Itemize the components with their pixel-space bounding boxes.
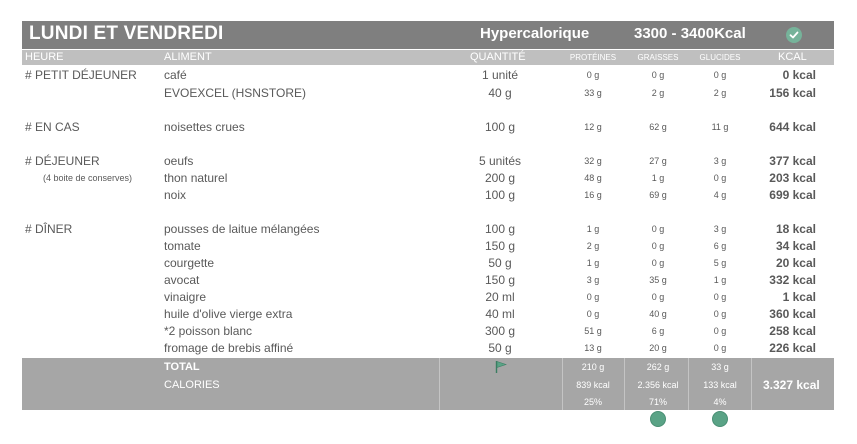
food-fats: 20 g — [649, 343, 667, 353]
food-carbs: 0 g — [713, 70, 727, 80]
food-proteins: 48 g — [584, 173, 602, 183]
food-carbs: 0 g — [713, 343, 727, 353]
food-carbs: 3 g — [713, 224, 727, 234]
column-header-proteines: PROTÉINES — [569, 53, 617, 62]
column-divider — [688, 358, 689, 410]
food-carbs: 2 g — [713, 88, 727, 98]
food-quantity: 150 g — [484, 239, 516, 253]
total-proteins-percent: 25% — [583, 397, 602, 407]
diet-type: Hypercalorique — [480, 25, 590, 42]
food-kcal: 699 kcal — [769, 188, 816, 202]
food-kcal: 0 kcal — [782, 68, 816, 82]
food-kcal: 360 kcal — [769, 307, 816, 321]
total-carbs-kcal: 133 kcal — [703, 380, 737, 390]
food-quantity: 40 g — [488, 86, 512, 100]
food-fats: 0 g — [651, 241, 665, 251]
food-proteins: 51 g — [584, 326, 602, 336]
food-proteins: 0 g — [586, 292, 600, 302]
food-fats: 40 g — [649, 309, 667, 319]
food-carbs: 4 g — [713, 190, 727, 200]
flag-icon — [494, 360, 508, 379]
food-carbs: 6 g — [713, 241, 727, 251]
page-title: LUNDI ET VENDREDI — [29, 23, 224, 44]
food-quantity: 200 g — [484, 171, 516, 185]
totals-panel — [22, 358, 834, 410]
food-fats: 6 g — [651, 326, 665, 336]
food-carbs: 0 g — [713, 173, 727, 183]
calories-label: CALORIES — [164, 379, 220, 391]
food-proteins: 0 g — [586, 309, 600, 319]
column-header-kcal: KCAL — [778, 51, 807, 63]
food-name: *2 poisson blanc — [164, 324, 253, 338]
food-carbs: 1 g — [713, 275, 727, 285]
meal-label-dejeuner: # DÉJEUNER — [25, 154, 100, 168]
total-carbs-percent: 4% — [713, 397, 727, 407]
food-proteins: 33 g — [584, 88, 602, 98]
food-fats: 0 g — [651, 258, 665, 268]
food-proteins: 13 g — [584, 343, 602, 353]
food-carbs: 0 g — [713, 326, 727, 336]
food-carbs: 0 g — [713, 309, 727, 319]
food-kcal: 203 kcal — [769, 171, 816, 185]
food-carbs: 0 g — [713, 292, 727, 302]
food-name: noisettes crues — [164, 120, 245, 134]
food-kcal: 644 kcal — [769, 120, 816, 134]
food-name: thon naturel — [164, 171, 228, 185]
column-header-graisses: GRAISSES — [637, 53, 679, 62]
column-header-aliment: ALIMENT — [164, 51, 212, 63]
food-kcal: 258 kcal — [769, 324, 816, 338]
total-label: TOTAL — [164, 361, 200, 373]
food-name: café — [164, 68, 187, 82]
total-kcal: 3.327 kcal — [763, 378, 820, 392]
total-fats-percent: 71% — [648, 397, 667, 407]
carbs-indicator-circle-icon — [712, 411, 728, 427]
food-fats: 2 g — [651, 88, 665, 98]
food-name: pousses de laitue mélangées — [164, 222, 320, 236]
food-fats: 1 g — [651, 173, 665, 183]
food-proteins: 12 g — [584, 122, 602, 132]
column-header-heure: HEURE — [25, 51, 64, 63]
food-quantity: 150 g — [484, 273, 516, 287]
title-bar — [22, 21, 834, 49]
food-name: avocat — [164, 273, 200, 287]
food-kcal: 156 kcal — [769, 86, 816, 100]
food-quantity: 5 unités — [478, 154, 522, 168]
column-header-row — [22, 50, 834, 65]
food-fats: 0 g — [651, 292, 665, 302]
food-kcal: 332 kcal — [769, 273, 816, 287]
column-divider — [751, 358, 752, 410]
total-proteins-kcal: 839 kcal — [576, 380, 610, 390]
food-kcal: 34 kcal — [775, 239, 816, 253]
meal-note: (4 boite de conserves) — [43, 173, 133, 183]
food-quantity: 20 ml — [485, 290, 515, 304]
food-name: tomate — [164, 239, 201, 253]
food-name: EVOEXCEL (HSNSTORE) — [164, 86, 307, 100]
food-kcal: 226 kcal — [769, 341, 816, 355]
total-fats-kcal: 2.356 kcal — [637, 380, 679, 390]
fats-indicator-circle-icon — [650, 411, 666, 427]
column-divider — [624, 358, 625, 410]
column-divider — [439, 358, 440, 410]
meal-label-petit-dejeuner: # PETIT DÉJEUNER — [25, 68, 137, 82]
total-proteins-grams: 210 g — [581, 362, 605, 372]
food-proteins: 3 g — [586, 275, 600, 285]
food-name: oeufs — [164, 154, 194, 168]
food-quantity: 300 g — [484, 324, 516, 338]
food-fats: 27 g — [649, 156, 667, 166]
food-carbs: 3 g — [713, 156, 727, 166]
meal-label-en-cas: # EN CAS — [25, 120, 80, 134]
food-carbs: 11 g — [711, 122, 729, 132]
food-proteins: 2 g — [586, 241, 600, 251]
food-proteins: 32 g — [584, 156, 602, 166]
food-proteins: 1 g — [586, 224, 600, 234]
check-circle-icon — [786, 27, 802, 43]
total-fats-grams: 262 g — [646, 362, 670, 372]
food-fats: 69 g — [649, 190, 667, 200]
food-name: vinaigre — [164, 290, 207, 304]
food-kcal: 1 kcal — [782, 290, 816, 304]
food-quantity: 100 g — [484, 222, 516, 236]
food-fats: 0 g — [651, 224, 665, 234]
food-fats: 35 g — [649, 275, 667, 285]
food-proteins: 16 g — [584, 190, 602, 200]
food-kcal: 20 kcal — [775, 256, 816, 270]
calorie-range: 3300 - 3400Kcal — [634, 25, 746, 42]
column-header-quantite: QUANTITÉ — [470, 51, 526, 63]
total-carbs-grams: 33 g — [711, 362, 729, 372]
food-quantity: 50 g — [488, 256, 512, 270]
column-header-glucides: GLUCIDES — [699, 53, 741, 62]
food-fats: 62 g — [649, 122, 667, 132]
food-quantity: 40 ml — [485, 307, 515, 321]
food-quantity: 100 g — [484, 188, 516, 202]
food-fats: 0 g — [651, 70, 665, 80]
food-name: noix — [164, 188, 187, 202]
food-kcal: 377 kcal — [769, 154, 816, 168]
food-proteins: 1 g — [586, 258, 600, 268]
food-quantity: 100 g — [484, 120, 516, 134]
food-name: huile d'olive vierge extra — [164, 307, 293, 321]
meal-label-diner: # DÎNER — [25, 222, 73, 236]
food-carbs: 5 g — [713, 258, 727, 268]
food-proteins: 0 g — [586, 70, 600, 80]
food-quantity: 1 unité — [481, 68, 519, 82]
food-quantity: 50 g — [488, 341, 512, 355]
food-kcal: 18 kcal — [775, 222, 816, 236]
food-name: courgette — [164, 256, 215, 270]
food-name: fromage de brebis affiné — [164, 341, 294, 355]
